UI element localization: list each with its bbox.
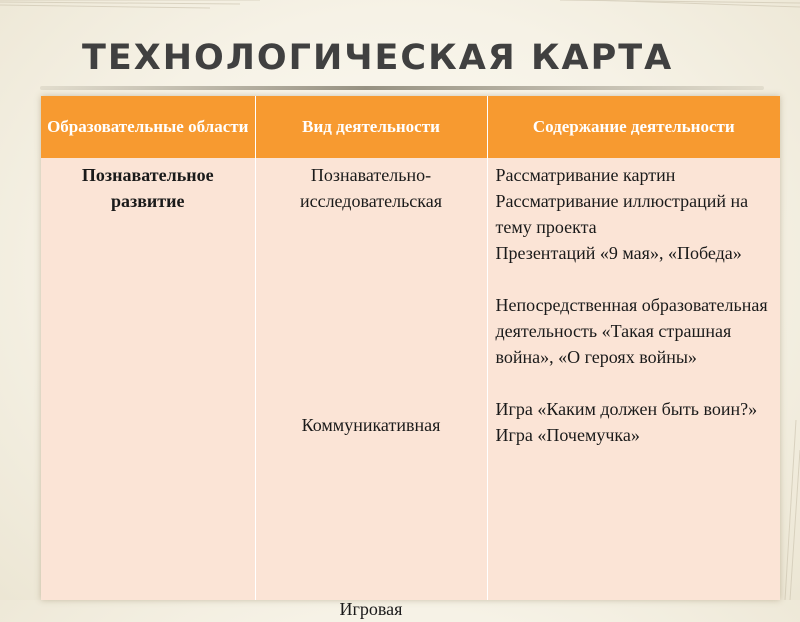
header-educational-areas: Образовательные области: [41, 96, 255, 158]
title-underline: [40, 86, 764, 90]
technology-map-table: [41, 96, 780, 619]
activity-game: Игровая: [339, 599, 403, 619]
cell-activities: [255, 158, 487, 619]
content-item: Непосредственная образовательная деятельность «Такая страшная война», «О героях войны»: [495, 295, 768, 367]
content-item: Игра «Каким должен быть воин?»: [495, 399, 758, 419]
content-item: Рассматривание иллюстраций на тему проекта: [495, 191, 749, 237]
cell-content: [487, 158, 780, 600]
content-item: Игра «Почемучка»: [495, 425, 640, 445]
content-spacer: [496, 266, 773, 292]
table-row: [41, 158, 780, 600]
table-header-row: [41, 96, 780, 158]
content-spacer: [496, 370, 773, 396]
content-item: Рассматривание картин: [495, 165, 676, 185]
technology-map-table-container: [41, 96, 780, 619]
content-item: Презентаций «9 мая», «Победа»: [495, 243, 742, 263]
cell-area: [41, 158, 255, 600]
header-activity-content: Содержание деятельности: [487, 96, 780, 158]
area-label: Познавательное развитие: [81, 165, 214, 211]
header-activity-type: Вид деятельности: [255, 96, 487, 158]
activity-communicative: Коммуникативная: [301, 415, 441, 435]
page-title: ТЕХНОЛОГИЧЕСКАЯ КАРТА: [82, 38, 674, 78]
activity-cognitive-research: Познавательно-исследовательская: [299, 165, 443, 211]
